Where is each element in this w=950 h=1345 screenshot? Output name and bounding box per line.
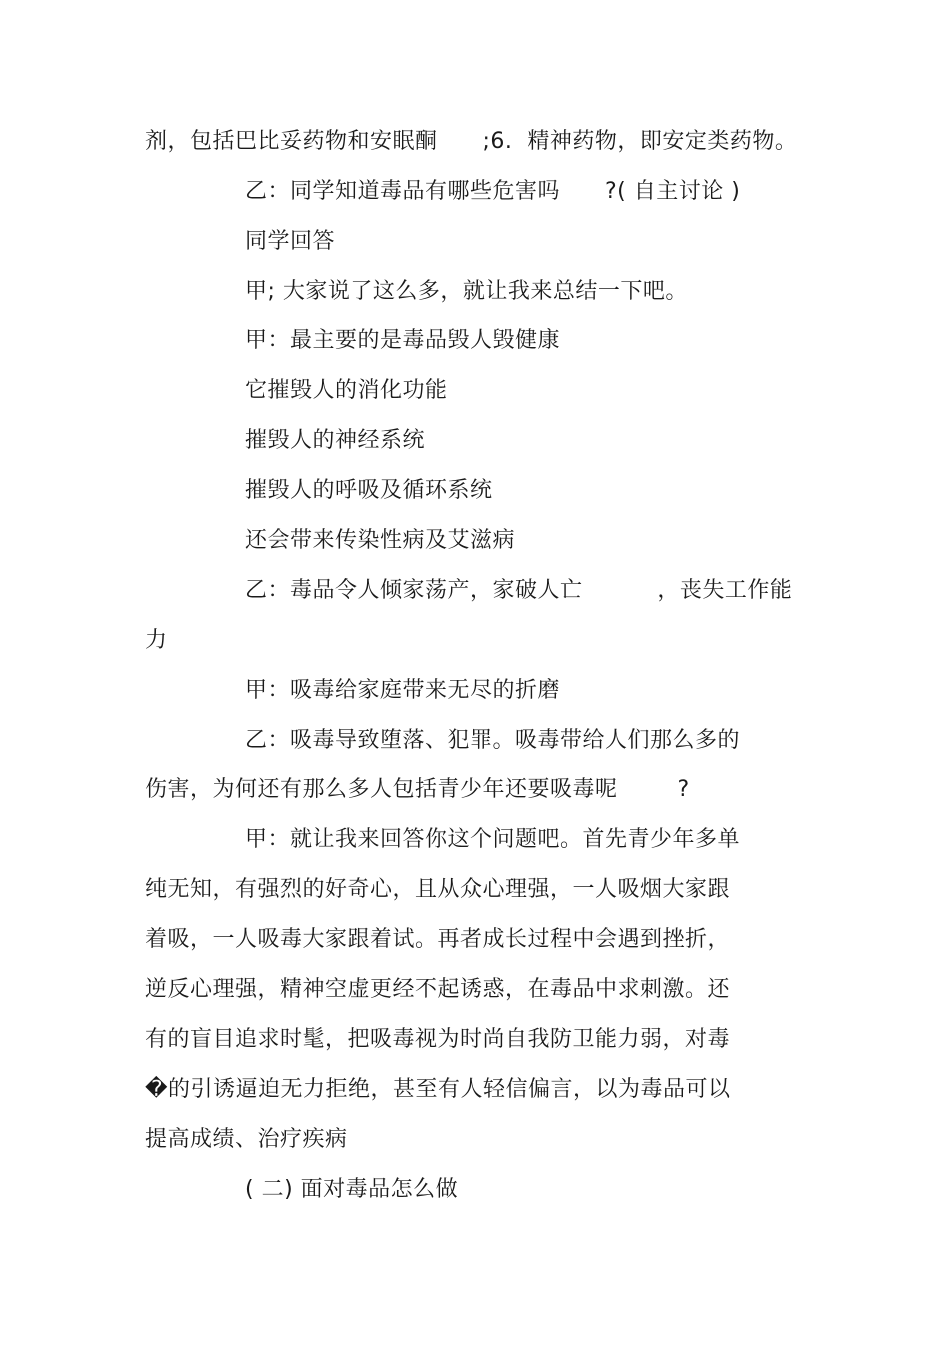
text-line: 摧毁人的呼吸及循环系统 xyxy=(245,478,493,503)
text-line: 乙：同学知道毒品有哪些危害吗 ?( 自主讨论 ) xyxy=(245,179,741,204)
section-heading: ( 二) 面对毒品怎么做 xyxy=(245,1177,459,1202)
text-line: 甲：就让我来回答你这个问题吧。首先青少年多单 xyxy=(245,827,741,852)
text-line: 提高成绩、治疗疾病 xyxy=(145,1127,348,1152)
text-line: �的引诱逼迫无力拒绝，甚至有人轻信偏言，以为毒品可以 xyxy=(145,1077,731,1102)
text-line: 纯无知，有强烈的好奇心，且从众心理强，一人吸烟大家跟 xyxy=(145,877,731,902)
text-line: 甲; 大家说了这么多，就让我来总结一下吧。 xyxy=(245,279,688,304)
text-line: 还会带来传染性病及艾滋病 xyxy=(245,528,516,553)
text-line: 有的盲目追求时髦，把吸毒视为时尚自我防卫能力弱，对毒 xyxy=(145,1027,731,1052)
text-line: 它摧毁人的消化功能 xyxy=(245,378,448,403)
text-line: 摧毁人的神经系统 xyxy=(245,428,426,453)
text-line: 乙：吸毒导致堕落、犯罪。吸毒带给人们那么多的 xyxy=(245,728,741,753)
text-line: 着吸，一人吸毒大家跟着试。再者成长过程中会遇到挫折， xyxy=(145,927,731,952)
text-line: 同学回答 xyxy=(245,229,336,254)
text-line: 伤害，为何还有那么多人包括青少年还要吸毒呢 ? xyxy=(145,777,690,802)
text-line: 逆反心理强，精神空虚更经不起诱惑，在毒品中求刺激。还 xyxy=(145,977,731,1002)
text-line: 乙：毒品令人倾家荡产，家破人亡 ，丧失工作能 xyxy=(245,578,793,603)
text-line: 甲：最主要的是毒品毁人毁健康 xyxy=(245,328,561,353)
text-line: 剂，包括巴比妥药物和安眠酮 ;6. 精神药物，即安定类药物。 xyxy=(145,129,798,154)
text-line: 甲：吸毒给家庭带来无尽的折磨 xyxy=(245,678,561,703)
text-line: 力 xyxy=(145,628,168,653)
